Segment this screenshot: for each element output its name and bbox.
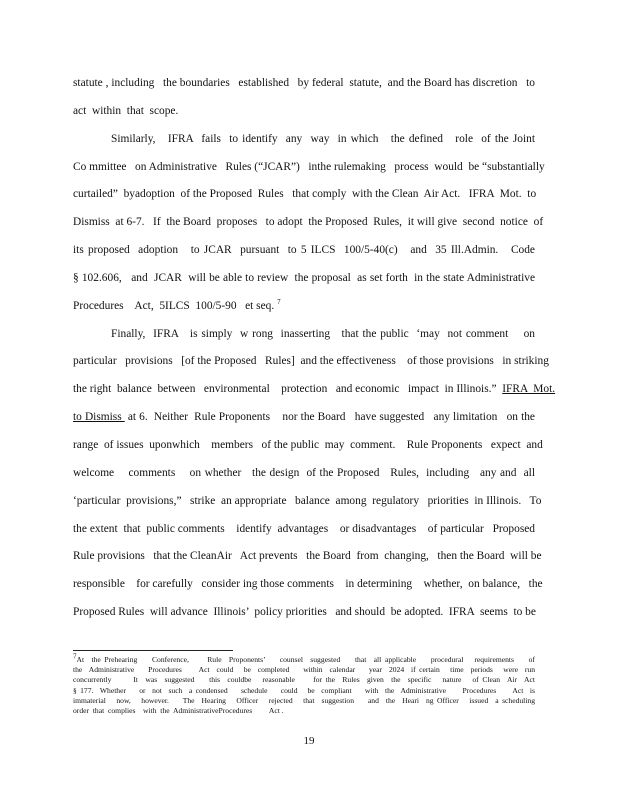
paragraph-line: ‘particular provisions,” strike an appropriate balance among regulatory priorities in Illinois. To (73, 494, 542, 507)
footnote-text: At the Prehearing Conference, Rule Proponents’ counsel suggested that all applicable procedural requirements of (76, 655, 535, 664)
paragraph-line: act within that scope. (73, 104, 179, 117)
footnote-line (73, 652, 535, 665)
paragraph-line: particular provisions [of the Proposed Rules] and the effectiveness of those provisions in striking (73, 355, 549, 368)
paragraph-line: responsible for carefully consider ing those comments in determining whether, on balance, the (73, 578, 543, 591)
footnote-line: the Administrative Procedures Act could be completed within calendar year 2024 if certain time periods were run (73, 665, 535, 675)
paragraph-line: Finally, IFRA is simply w rong inasserting that the public ‘may not comment on (111, 327, 535, 340)
paragraph-text: the right balance between environmental protection and economic impact in Illinois.” (73, 383, 503, 396)
paragraph-line: Co mmittee on Administrative Rules (“JCAR”) inthe rulemaking process would be “substantially (73, 160, 545, 173)
paragraph-line: Proposed Rules will advance Illinois’ policy priorities and should be adopted. IFRA seems to be (73, 606, 536, 619)
paragraph-line (73, 293, 535, 321)
paragraph-line (73, 376, 556, 404)
paragraph-line: the extent that public comments identify advantages or disadvantages of particular Proposed (73, 522, 535, 535)
paragraph-line: § 102.606, and JCAR will be able to review the proposal as set forth in the state Administrative (73, 271, 535, 284)
footnote-reference[interactable]: 7 (277, 297, 281, 306)
citation-link[interactable]: IFRA Mot. (502, 383, 556, 396)
paragraph-line: curtailed” byadoption of the Proposed Rules that comply with the Clean Air Act. IFRA Mot. to (73, 188, 537, 201)
paragraph-text: at 6. Neither Rule Proponents nor the Board have suggested any limitation on the (124, 411, 535, 424)
page-number: 19 (303, 735, 315, 747)
paragraph-line: welcome comments on whether the design of the Proposed Rules, including any and all (73, 466, 535, 479)
footnote-line: § 177. Whether or not such a condensed schedule could be compliant with the Administrative Procedures Act is (73, 685, 535, 695)
paragraph-line: statute , including the boundaries established by federal statute, and the Board has discretion to (73, 77, 535, 89)
footnote-line: order that complies with the AdministrativeProcedures Act . (73, 705, 284, 715)
citation-link[interactable]: to Dismiss (73, 411, 125, 424)
footnote-divider (73, 650, 233, 651)
footnote-marker: 7 (73, 652, 77, 661)
paragraph-line: Similarly, IFRA fails to identify any way in which the defined role of the Joint (111, 132, 535, 145)
footnote-line: immaterial now, however. The Hearing Officer rejected that suggestion and the Heari ng Officer issued a scheduling (73, 695, 535, 705)
paragraph-line: range of issues uponwhich members of the public may comment. Rule Proponents expect and (73, 438, 543, 451)
paragraph-line (73, 404, 535, 432)
body-text (73, 70, 556, 627)
paragraph-line: its proposed adoption to JCAR pursuant to 5 ILCS 100/5-40(c) and 35 Ill.Admin. Code (73, 244, 535, 257)
paragraph-text: Procedures Act, 5ILCS 100/5-90 et seq. (73, 299, 275, 312)
footnote-line: concurrently It was suggested this couldbe reasonable for the Rules given the specific nature of Clean Air Act (73, 675, 535, 685)
paragraph-line: Dismiss at 6-7. If the Board proposes to adopt the Proposed Rules, it will give second notice of (73, 216, 544, 229)
paragraph-line: Rule provisions that the CleanAir Act prevents the Board from changing, then the Board will be (73, 550, 542, 563)
footnote (73, 652, 535, 716)
